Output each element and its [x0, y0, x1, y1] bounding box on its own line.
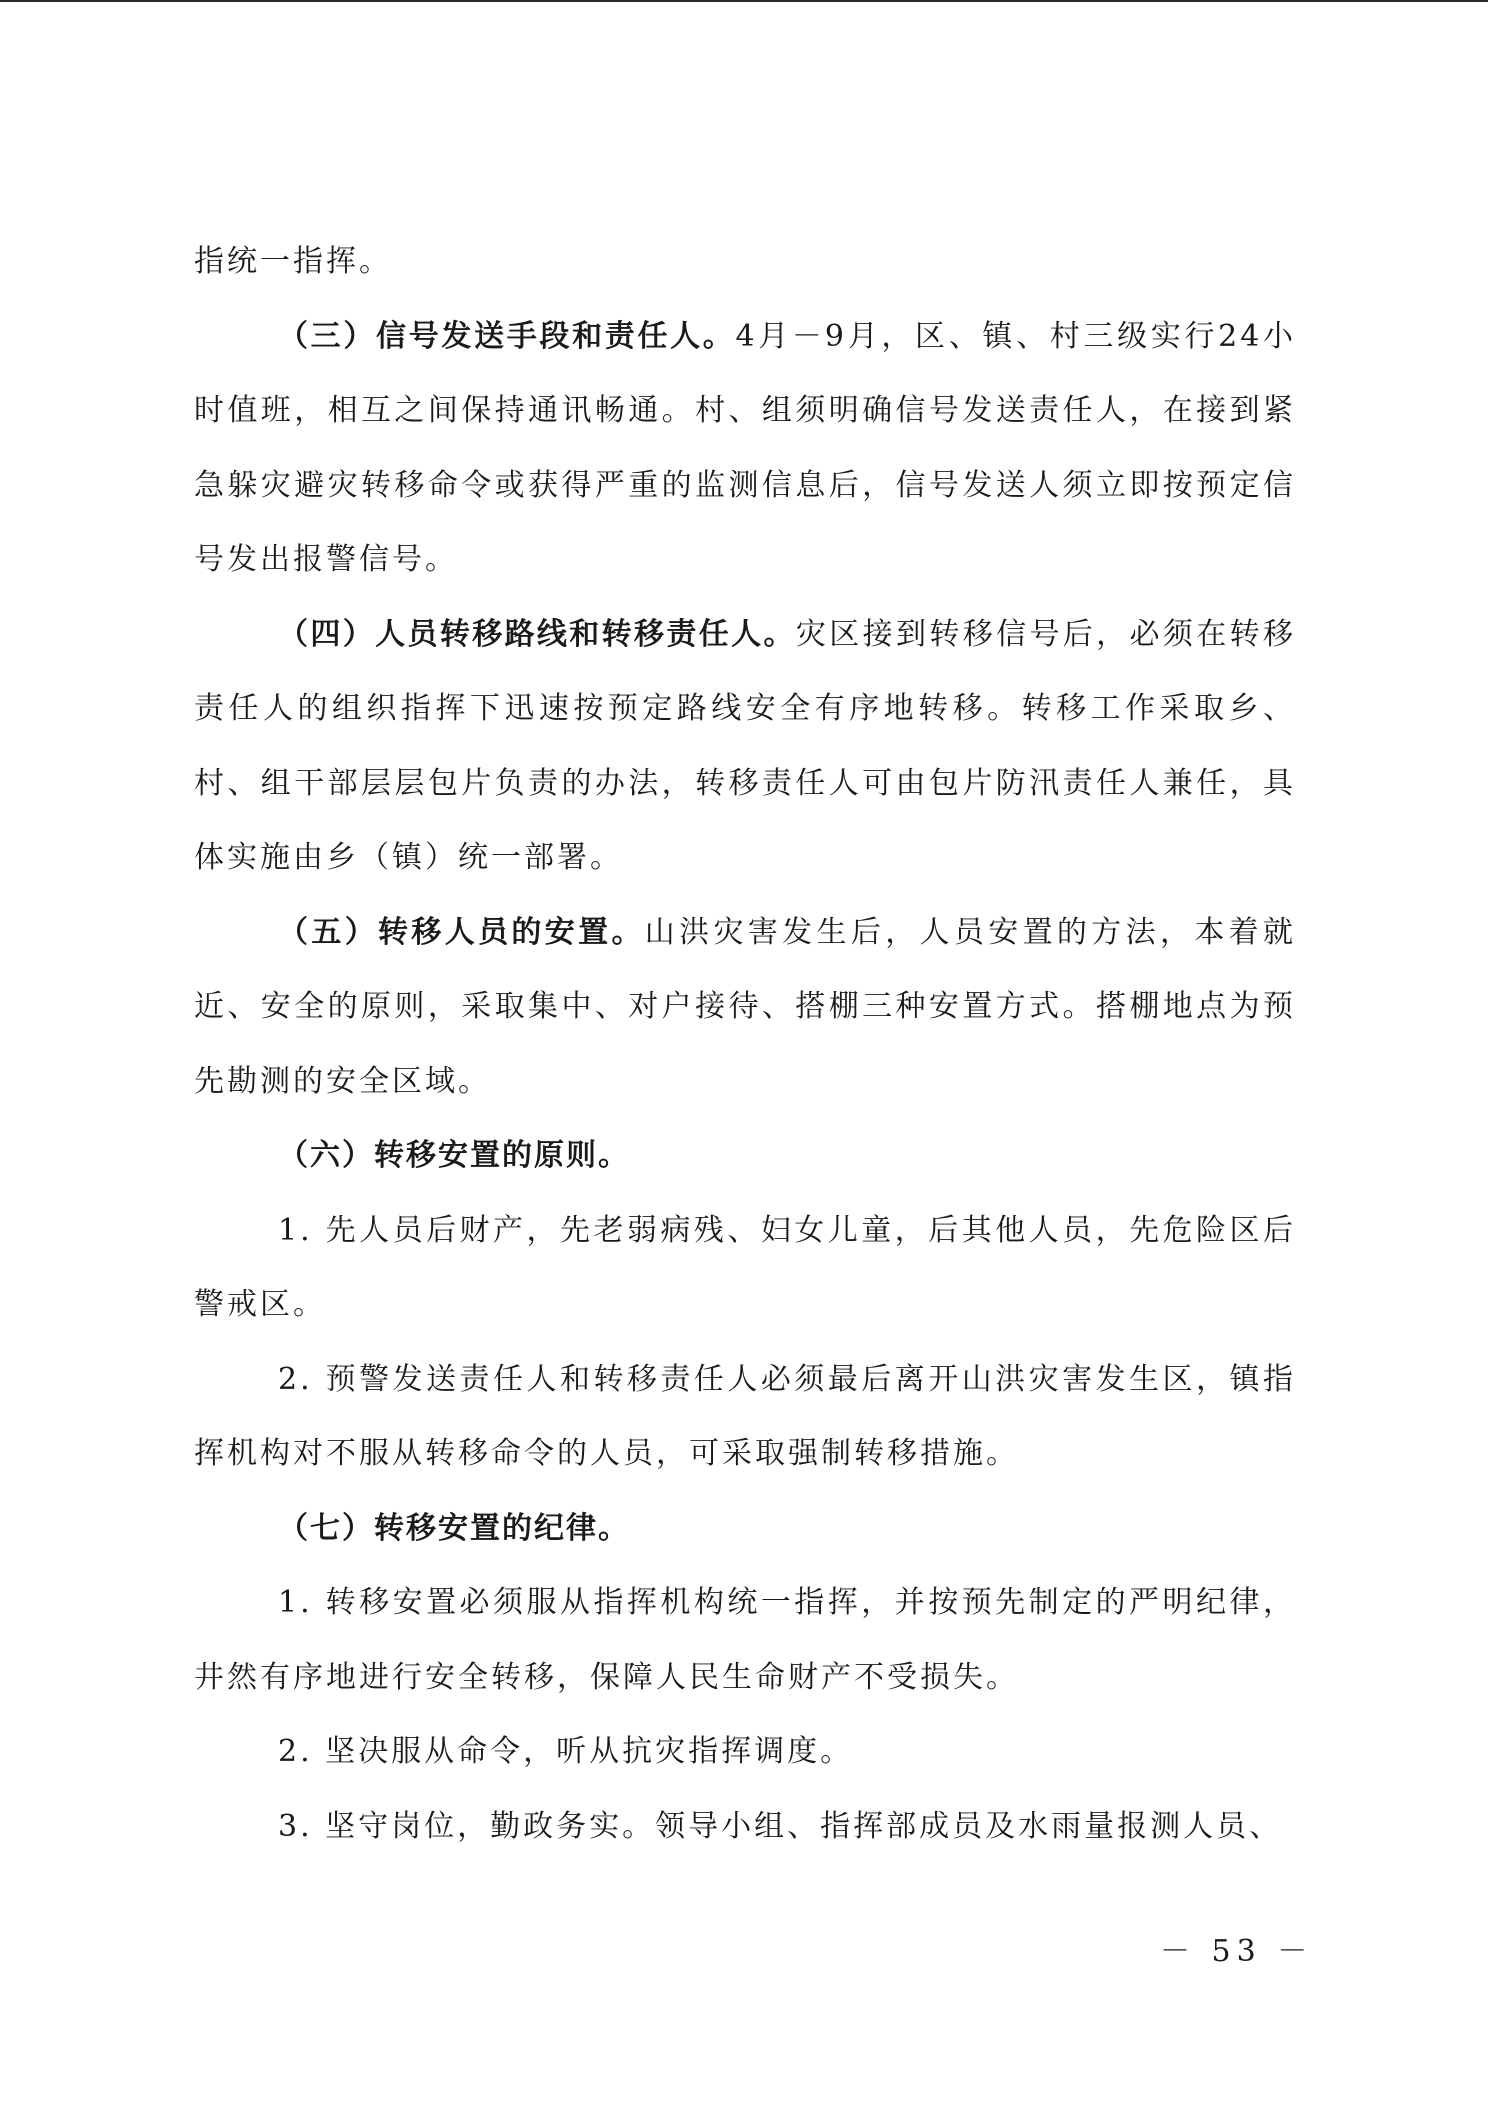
paragraph-item-7-3: [194, 1790, 1296, 1865]
paragraph-section-5: [194, 896, 1296, 1120]
paragraph-text: 1. 转移安置必须服从指挥机构统一指挥，并按预先制定的严明纪律，井然有序地进行安全转移，保障人民生命财产不受损失。: [194, 1585, 1296, 1695]
paragraph-heading: （三）信号发送手段和责任人。: [278, 318, 736, 354]
paragraph-text: 灾区接到转移信号后，必须在转移责任人的组织指挥下迅速按预定路线安全有序地转移。转移工作采取乡、村、组干部层层包片负责的办法，转移责任人可由包片防汛责任人兼任，具体实施由乡（镇）统一部署。: [194, 616, 1297, 875]
paragraph-heading: （六）转移安置的原则。: [278, 1138, 630, 1173]
paragraph-text: 4月－9月，区、镇、村三级实行24小时值班，相互之间保持通讯畅通。村、组须明确信号发送责任人，在接到紧急躲灾避灾转移命令或获得严重的监测信息后，信号发送人须立即按预定信号发出报警信号。: [194, 318, 1296, 577]
paragraph-heading: （七）转移安置的纪律。: [278, 1510, 630, 1546]
paragraph-section-4: [194, 598, 1296, 896]
paragraph-text: 2. 坚决服从命令，听从抗灾指挥调度。: [278, 1734, 854, 1769]
paragraph-continuation: [194, 225, 1296, 300]
paragraph-text: 山洪灾害发生后，人员安置的方法，本着就近、安全的原则，采取集中、对户接待、搭棚三种安置方式。搭棚地点为预先勘测的安全区域。: [194, 914, 1297, 1099]
paragraph-text: 1. 先人员后财产，先老弱病残、妇女儿童，后其他人员，先危险区后警戒区。: [194, 1212, 1296, 1322]
top-border-line: [0, 0, 1488, 2]
paragraph-text: 指统一指挥。: [194, 244, 392, 279]
document-body: [194, 225, 1296, 1864]
page-number: － 53 －: [1160, 1934, 1314, 1969]
paragraph-text: 3. 坚守岗位，勤政务实。领导小组、指挥部成员及水雨量报测人员、: [278, 1808, 1283, 1844]
paragraph-heading: （四）人员转移路线和转移责任人。: [278, 616, 796, 652]
paragraph-item-7-2: [194, 1715, 1296, 1790]
paragraph-item-6-2: [194, 1343, 1296, 1492]
paragraph-item-6-1: [194, 1194, 1296, 1343]
paragraph-text: 2. 预警发送责任人和转移责任人必须最后离开山洪灾害发生区，镇指挥机构对不服从转移命令的人员，可采取强制转移措施。: [194, 1361, 1296, 1471]
paragraph-section-3: [194, 300, 1296, 598]
paragraph-section-7: [194, 1492, 1296, 1567]
paragraph-item-7-1: [194, 1566, 1296, 1715]
paragraph-section-6: [194, 1119, 1296, 1194]
paragraph-heading: （五）转移人员的安置。: [278, 914, 645, 950]
